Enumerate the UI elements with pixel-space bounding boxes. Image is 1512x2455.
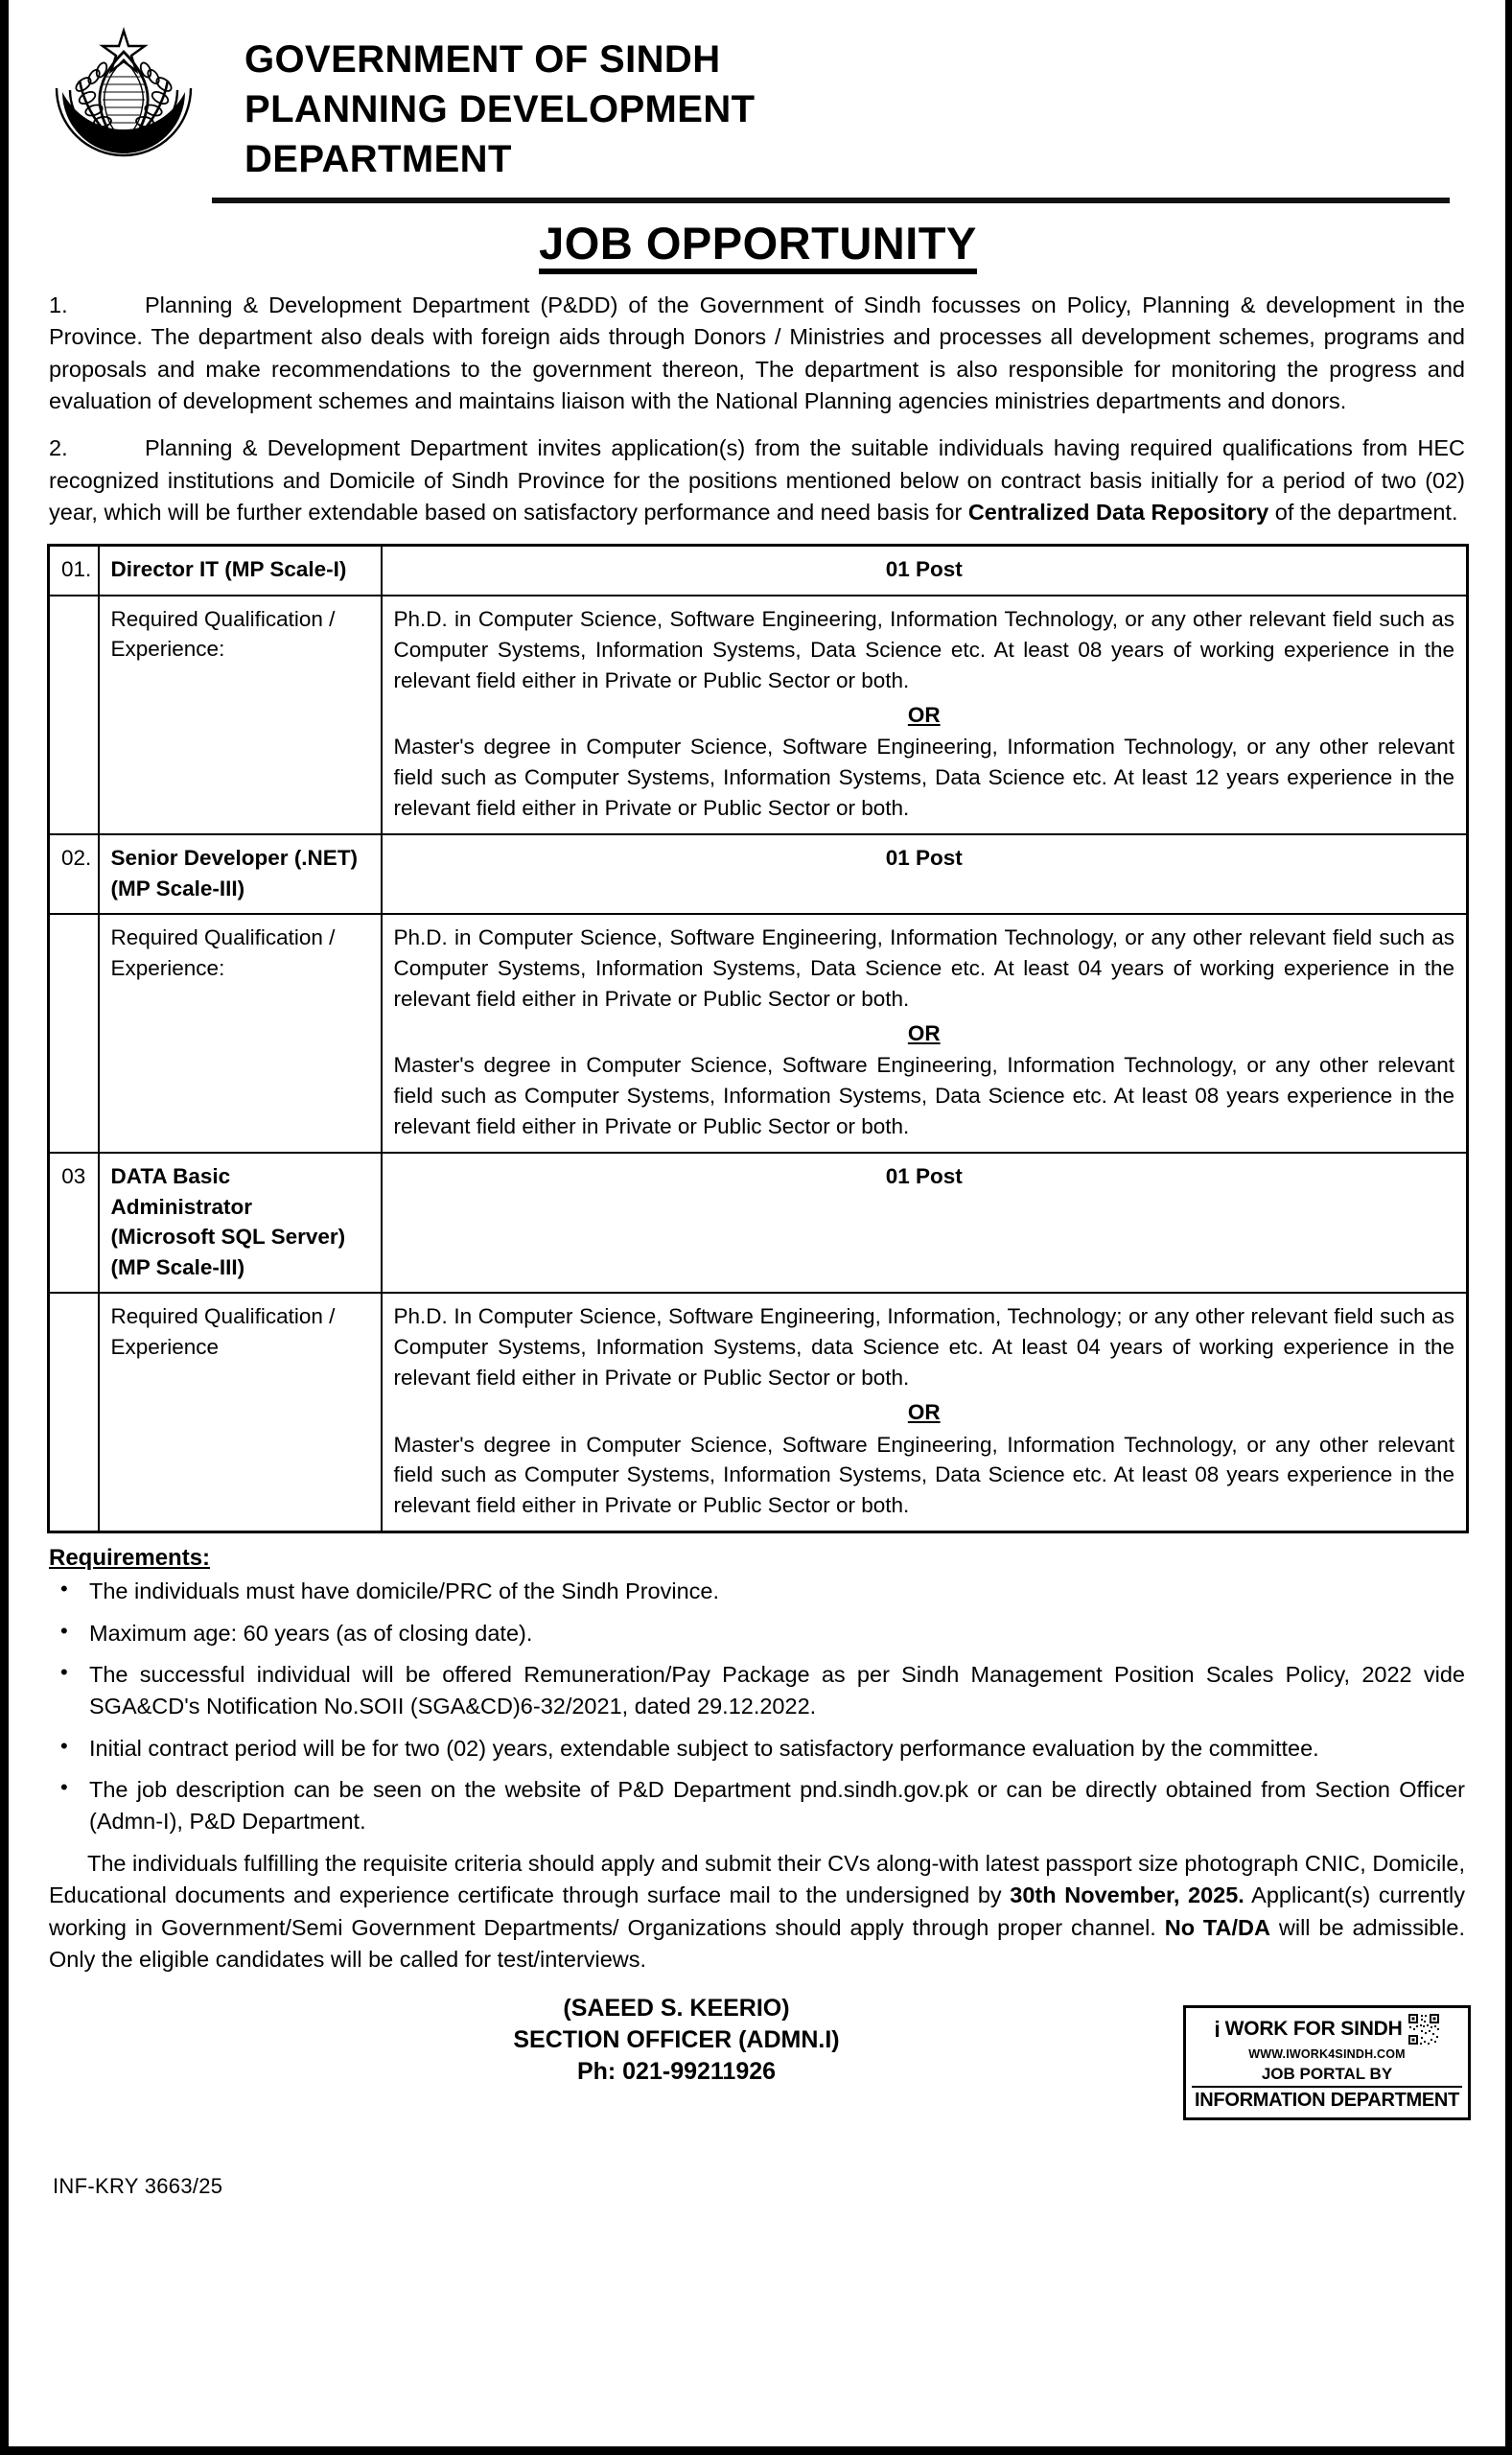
position-1-qual-spacer <box>49 596 99 834</box>
position-2-title-line-2: (MP Scale-III) <box>110 876 245 900</box>
position-2-title <box>99 834 382 914</box>
closing-text-b: Applicant(s) currently working in Government/Semi Government Departments/ Organizations should apply through proper channel. <box>49 1882 1465 1940</box>
iwork-sindh-badge <box>1183 2005 1471 2120</box>
closing-text-c: will be admissible. Only the eligible candidates will be called for test/interviews. <box>49 1914 1465 1972</box>
position-3-title-line-1: DATA Basic Administrator <box>110 1164 253 1219</box>
badge-job-portal-label: JOB PORTAL BY <box>1261 2065 1393 2084</box>
position-1-or-separator: OR <box>907 702 941 727</box>
table-row <box>49 546 1468 596</box>
inf-reference-code: INF-KRY 3663/25 <box>53 2174 223 2199</box>
list-item: • The individuals must have domicile/PRC of the Sindh Province. <box>49 1576 1465 1607</box>
government-of-sindh-emblem <box>37 13 210 188</box>
header-divider <box>212 198 1450 203</box>
position-3-qual-content <box>382 1293 1468 1532</box>
list-item: • Initial contract period will be for two (02) years, extendable subject to satisfactory performance evaluation by the committee. <box>49 1733 1465 1765</box>
signatory-name: (SAEED S. KEERIO) <box>563 1995 790 2022</box>
position-3-posts: 01 Post <box>382 1153 1468 1293</box>
position-3-qual-spacer <box>49 1293 99 1532</box>
list-item: • The successful individual will be offered Remuneration/Pay Package as per Sindh Management Position Scales Policy, 2022 vide SGA&CD's Notification No.SOII (SGA&CD)6-32/2021, dated 29.12.2022. <box>49 1659 1465 1723</box>
paragraph-2-number: 2. <box>49 435 68 461</box>
list-item: • Maximum age: 60 years (as of closing date). <box>49 1618 1465 1649</box>
paragraph-1-number: 1. <box>49 292 68 317</box>
intro-paragraph-1 <box>49 290 1465 417</box>
position-1-posts: 01 Post <box>382 546 1468 596</box>
position-2-posts: 01 Post <box>382 834 1468 914</box>
position-3-qual-label: Required Qualification / Experience <box>99 1293 382 1532</box>
position-1-title: Director IT (MP Scale-I) <box>99 546 382 596</box>
closing-text-a: The individuals fulfilling the requisite criteria should apply and submit their CVs along-with latest passport size photograph CNIC, Domicile, Educational documents and experience certificate through surface mail to the undersigned by <box>49 1850 1465 1908</box>
requirements-list <box>49 1576 1465 1838</box>
position-2-serial: 02. <box>49 834 99 914</box>
position-3-title-line-2: (Microsoft SQL Server) <box>110 1225 346 1250</box>
paragraph-2-text-b: of the department. <box>1268 500 1458 526</box>
position-1-alternate-qualification: Master's degree in Computer Science, Software Engineering, Information Technology, or any other relevant field such as Computer Systems, Information Systems, Data Science etc. At least 12 years experience in the relevant field either in Private or Public Sector or both. <box>393 735 1454 821</box>
positions-table <box>47 544 1469 1533</box>
position-2-qual-content <box>382 914 1468 1153</box>
badge-title: WORK FOR SINDH <box>1224 2018 1403 2041</box>
position-1-primary-qualification: Ph.D. in Computer Science, Software Engineering, Information Technology, or any other relevant field such as Computer Systems, Information Systems, Data Science etc. At least 08 years of working experience in the relevant field either in Private or Public Sector or both. <box>393 606 1454 692</box>
position-2-or-separator: OR <box>907 1020 941 1045</box>
list-item: • The job description can be seen on the website of P&D Department pnd.sindh.gov.pk or can be directly obtained from Section Officer (Admn-I), P&D Department. <box>49 1774 1465 1838</box>
no-ta-da-notice: No TA/DA <box>1164 1914 1270 1940</box>
position-3-alternate-qualification: Master's degree in Computer Science, Software Engineering, Information Technology, or any other relevant field such as Computer Systems, Information Systems, Data Science etc. At least 08 years experience in the relevant field either in Private or Public Sector or both. <box>393 1432 1454 1518</box>
position-3-serial: 03 <box>49 1153 99 1293</box>
position-2-alternate-qualification: Master's degree in Computer Science, Software Engineering, Information Technology, or any other relevant field such as Computer Systems, Information Systems, Data Science etc. At least 08 years experience in the relevant field either in Private or Public Sector or both. <box>393 1053 1454 1139</box>
application-deadline: 30th November, 2025. <box>1010 1882 1244 1908</box>
position-2-qual-spacer <box>49 914 99 1153</box>
page-header <box>37 8 1478 188</box>
org-line-3: DEPARTMENT <box>244 138 512 180</box>
qr-code-icon <box>1407 2013 1440 2046</box>
page-title: JOB OPPORTUNITY <box>539 221 977 274</box>
centralized-data-repository-emphasis: Centralized Data Repository <box>967 500 1269 526</box>
table-row <box>49 1153 1468 1293</box>
paragraph-2-text-a: Planning & Development Department invites application(s) from the suitable individuals having required qualifications from HEC recognized institutions and Domicile of Sindh Province for the positions mentioned below on contract basis initially for a period of two (02) year, which will be further extendable based on satisfactory performance and need basis for <box>49 435 1465 526</box>
position-3-or-separator: OR <box>907 1400 941 1425</box>
closing-paragraph <box>49 1848 1465 1976</box>
position-3-primary-qualification: Ph.D. In Computer Science, Software Engineering, Information, Technology; or any other relevant field such as Computer Systems, Information Systems, data Science etc. At least 04 years of working experience in the relevant field either in Private or Public Sector or both. <box>393 1304 1454 1391</box>
paragraph-1-text: Planning & Development Department (P&DD) of the Government of Sindh focusses on Policy, Planning & development in the Province. The department also deals with foreign aids through Donors / Ministries and processes all development schemes, programs and proposals and make recommendations to the government thereon, The department is also responsible for monitoring the progress and evaluation of development schemes and maintains liaison with the National Planning agencies ministries departments and donors. <box>49 292 1465 414</box>
position-3-title <box>99 1153 382 1293</box>
requirements-heading: Requirements: <box>49 1545 211 1572</box>
position-1-qual-content <box>382 596 1468 834</box>
position-1-serial: 01. <box>49 546 99 596</box>
signatory-phone: Ph: 021-99211926 <box>576 2058 777 2086</box>
badge-information-department: INFORMATION DEPARTMENT <box>1192 2086 1462 2112</box>
table-row <box>49 596 1468 834</box>
iwork-i-icon: i <box>1214 2016 1221 2042</box>
table-row <box>49 1293 1468 1532</box>
introduction-section <box>37 290 1478 529</box>
signatory-designation: SECTION OFFICER (ADMN.I) <box>513 2026 840 2054</box>
position-2-primary-qualification: Ph.D. in Computer Science, Software Engineering, Information Technology, or any other relevant field such as Computer Systems, Information Systems, Data Science etc. At least 04 years of working experience in the relevant field either in Private or Public Sector or both. <box>393 925 1454 1011</box>
position-2-qual-label: Required Qualification / Experience: <box>99 914 382 1153</box>
badge-website-url[interactable]: WWW.IWORK4SINDH.COM <box>1248 2047 1406 2062</box>
intro-paragraph-2 <box>49 433 1465 528</box>
position-2-title-line-1: Senior Developer (.NET) <box>110 846 359 871</box>
table-row <box>49 834 1468 914</box>
position-1-qual-label: Required Qualification / Experience: <box>99 596 382 834</box>
organisation-titles <box>210 13 1478 184</box>
org-line-1: GOVERNMENT OF SINDH <box>244 38 721 81</box>
position-3-title-line-3: (MP Scale-III) <box>110 1254 245 1279</box>
table-row <box>49 914 1468 1153</box>
job-opportunity-heading-wrap <box>37 218 1478 274</box>
org-line-2: PLANNING DEVELOPMENT <box>244 88 756 130</box>
badge-title-row <box>1192 2013 1462 2046</box>
